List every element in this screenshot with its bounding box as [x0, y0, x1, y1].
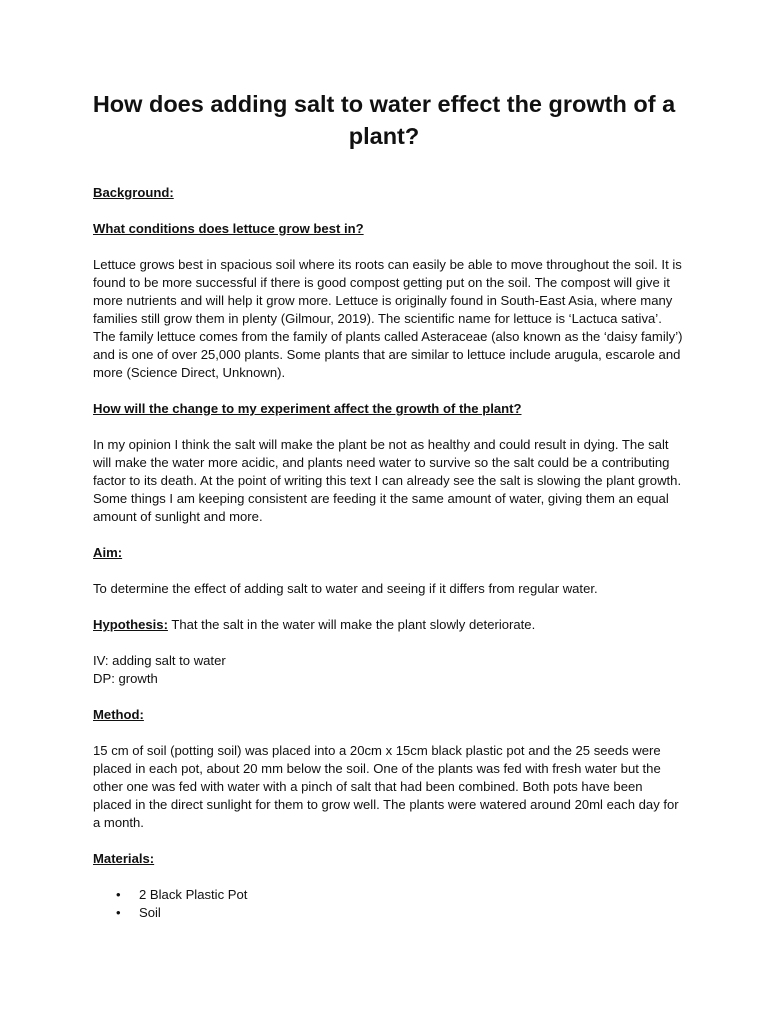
list-item-text: 2 Black Plastic Pot: [139, 887, 248, 902]
materials-list: [93, 886, 683, 922]
conditions-paragraph: Lettuce grows best in spacious soil where its roots can easily be able to move throughout the soil. It is found to be more successful if there is good compost getting put on the soil. The compost will give it more nutrients and will help it grow more. Lettuce is originally found in South-East Asia, where many families still grow them in plenty (Gilmour, 2019). The scientific name for lettuce is ‘Lactuca sativa’. The family lettuce comes from the family of plants called Asteraceae (also known as the ‘daisy family’) and is one of over 25,000 plants. Some plants that are similar to lettuce include arugula, escarole and more (Science Direct, Unknown).: [93, 257, 683, 380]
change-heading: How will the change to my experiment affect the growth of the plant?: [93, 401, 522, 416]
document-body: [93, 184, 683, 922]
conditions-heading: What conditions does lettuce grow best in?: [93, 221, 364, 236]
aim-heading: Aim:: [93, 545, 123, 560]
dp-line: DP: growth: [93, 671, 158, 686]
aim-paragraph: To determine the effect of adding salt to water and seeing if it differs from regular water.: [93, 581, 598, 596]
bullet-icon: •: [116, 905, 121, 920]
hypothesis-label: Hypothesis:: [93, 617, 168, 632]
list-item: [93, 886, 683, 904]
hypothesis-paragraph: [93, 616, 683, 634]
list-item-text: Soil: [139, 905, 161, 920]
document-title: How does adding salt to water effect the growth of a plant?: [92, 91, 676, 149]
hypothesis-text: That the salt in the water will make the plant slowly deteriorate.: [167, 617, 536, 632]
list-item: [93, 904, 683, 922]
materials-heading: Materials:: [93, 851, 155, 866]
background-heading: Background:: [93, 185, 174, 200]
method-heading: Method:: [93, 707, 144, 722]
bullet-icon: •: [116, 887, 121, 902]
change-paragraph: In my opinion I think the salt will make the plant be not as healthy and could result in dying. The salt will make the water more acidic, and plants need water to survive so the salt could be a contributing factor to its death. At the point of writing this text I can already see the salt is slowing the plant growth. Some things I am keeping consistent are feeding it the same amount of water, giving them an equal amount of sunlight and more.: [93, 437, 682, 524]
method-paragraph: 15 cm of soil (potting soil) was placed into a 20cm x 15cm black plastic pot and the 25 seeds were placed in each pot, about 20 mm below the soil. One of the plants was fed with fresh water but the other one was fed with water with a pinch of salt that had been combined. Both pots have been placed in the direct sunlight for them to grow well. The plants were watered around 20ml each day for a month.: [93, 743, 679, 830]
iv-line: IV: adding salt to water: [93, 653, 226, 668]
